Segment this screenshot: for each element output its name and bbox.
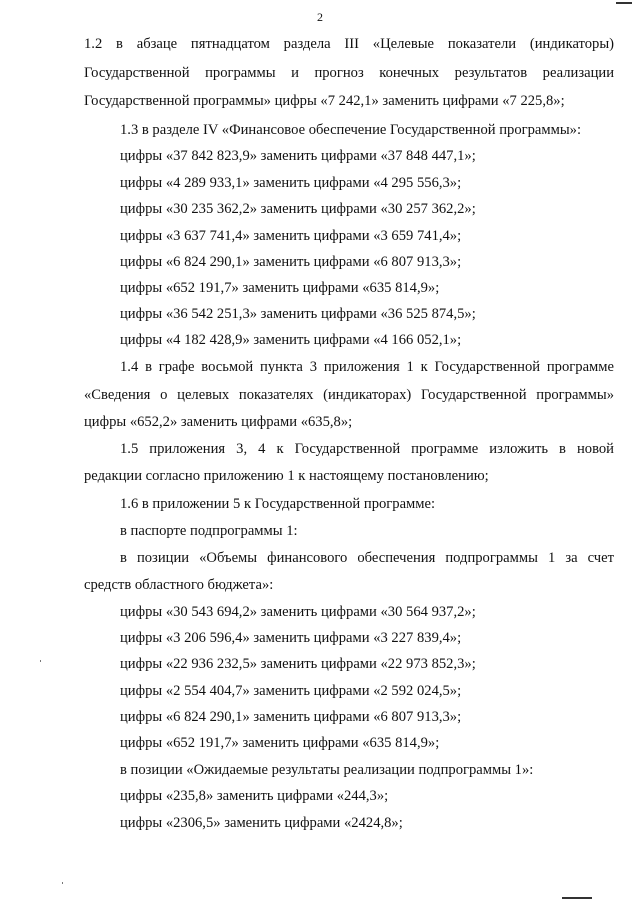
paragraph-1-6-line: в позиции «Объемы финансового обеспечения подпрограммы 1 за счет xyxy=(120,550,614,566)
paragraph-1-3-line: 1.3 в разделе IV «Финансовое обеспечение Государственной программы»: xyxy=(120,122,582,138)
replacement-line: цифры «3 206 596,4» заменить цифрами «3 227 839,4»; xyxy=(120,630,462,646)
replacement-line: цифры «4 182 428,9» заменить цифрами «4 166 052,1»; xyxy=(120,332,462,348)
scan-mark xyxy=(616,2,632,4)
scan-mark xyxy=(562,897,592,899)
replacement-line: цифры «235,8» заменить цифрами «244,3»; xyxy=(120,788,389,804)
replacement-line: цифры «4 289 933,1» заменить цифрами «4 295 556,3»; xyxy=(120,175,462,191)
paragraph-1-6-line: 1.6 в приложении 5 к Государственной программе: xyxy=(120,496,436,512)
scan-speck xyxy=(62,882,63,884)
replacement-line: цифры «2 554 404,7» заменить цифрами «2 592 024,5»; xyxy=(120,683,462,699)
replacement-line: цифры «652 191,7» заменить цифрами «635 814,9»; xyxy=(120,735,440,751)
replacement-line: цифры «22 936 232,5» заменить цифрами «22 973 852,3»; xyxy=(120,656,476,672)
paragraph-1-4-line: «Сведения о целевых показателях (индикаторах) Государственной программы» xyxy=(84,387,614,403)
replacement-line: цифры «652 191,7» заменить цифрами «635 814,9»; xyxy=(120,280,440,296)
replacement-line: цифры «30 235 362,2» заменить цифрами «30 257 362,2»; xyxy=(120,201,476,217)
paragraph-1-6-line: в паспорте подпрограммы 1: xyxy=(120,523,298,539)
replacement-line: цифры «30 543 694,2» заменить цифрами «30 564 937,2»; xyxy=(120,604,476,620)
paragraph-1-2-line: 1.2 в абзаце пятнадцатом раздела III «Целевые показатели (индикаторы) xyxy=(84,36,614,52)
page-number: 2 xyxy=(317,10,323,24)
replacement-line: цифры «6 824 290,1» заменить цифрами «6 807 913,3»; xyxy=(120,254,462,270)
replacement-line: цифры «6 824 290,1» заменить цифрами «6 807 913,3»; xyxy=(120,709,462,725)
paragraph-1-5-line: 1.5 приложения 3, 4 к Государственной программе изложить в новой xyxy=(120,441,614,457)
paragraph-1-6-line: в позиции «Ожидаемые результаты реализации подпрограммы 1»: xyxy=(120,762,534,778)
paragraph-1-2-line: Государственной программы» цифры «7 242,1» заменить цифрами «7 225,8»; xyxy=(84,93,565,109)
paragraph-1-6-line: средств областного бюджета»: xyxy=(84,577,274,593)
paragraph-1-5-line: редакции согласно приложению 1 к настоящему постановлению; xyxy=(84,468,489,484)
replacement-line: цифры «37 842 823,9» заменить цифрами «37 848 447,1»; xyxy=(120,148,476,164)
replacement-line: цифры «36 542 251,3» заменить цифрами «36 525 874,5»; xyxy=(120,306,476,322)
scan-speck xyxy=(40,660,41,662)
paragraph-1-4-line: 1.4 в графе восьмой пункта 3 приложения 1 к Государственной программе xyxy=(120,359,614,375)
paragraph-1-2-line: Государственной программы и прогноз конечных результатов реализации xyxy=(84,65,614,81)
replacement-line: цифры «3 637 741,4» заменить цифрами «3 659 741,4»; xyxy=(120,228,462,244)
paragraph-1-4-line: цифры «652,2» заменить цифрами «635,8»; xyxy=(84,414,353,430)
replacement-line: цифры «2306,5» заменить цифрами «2424,8»; xyxy=(120,815,403,831)
